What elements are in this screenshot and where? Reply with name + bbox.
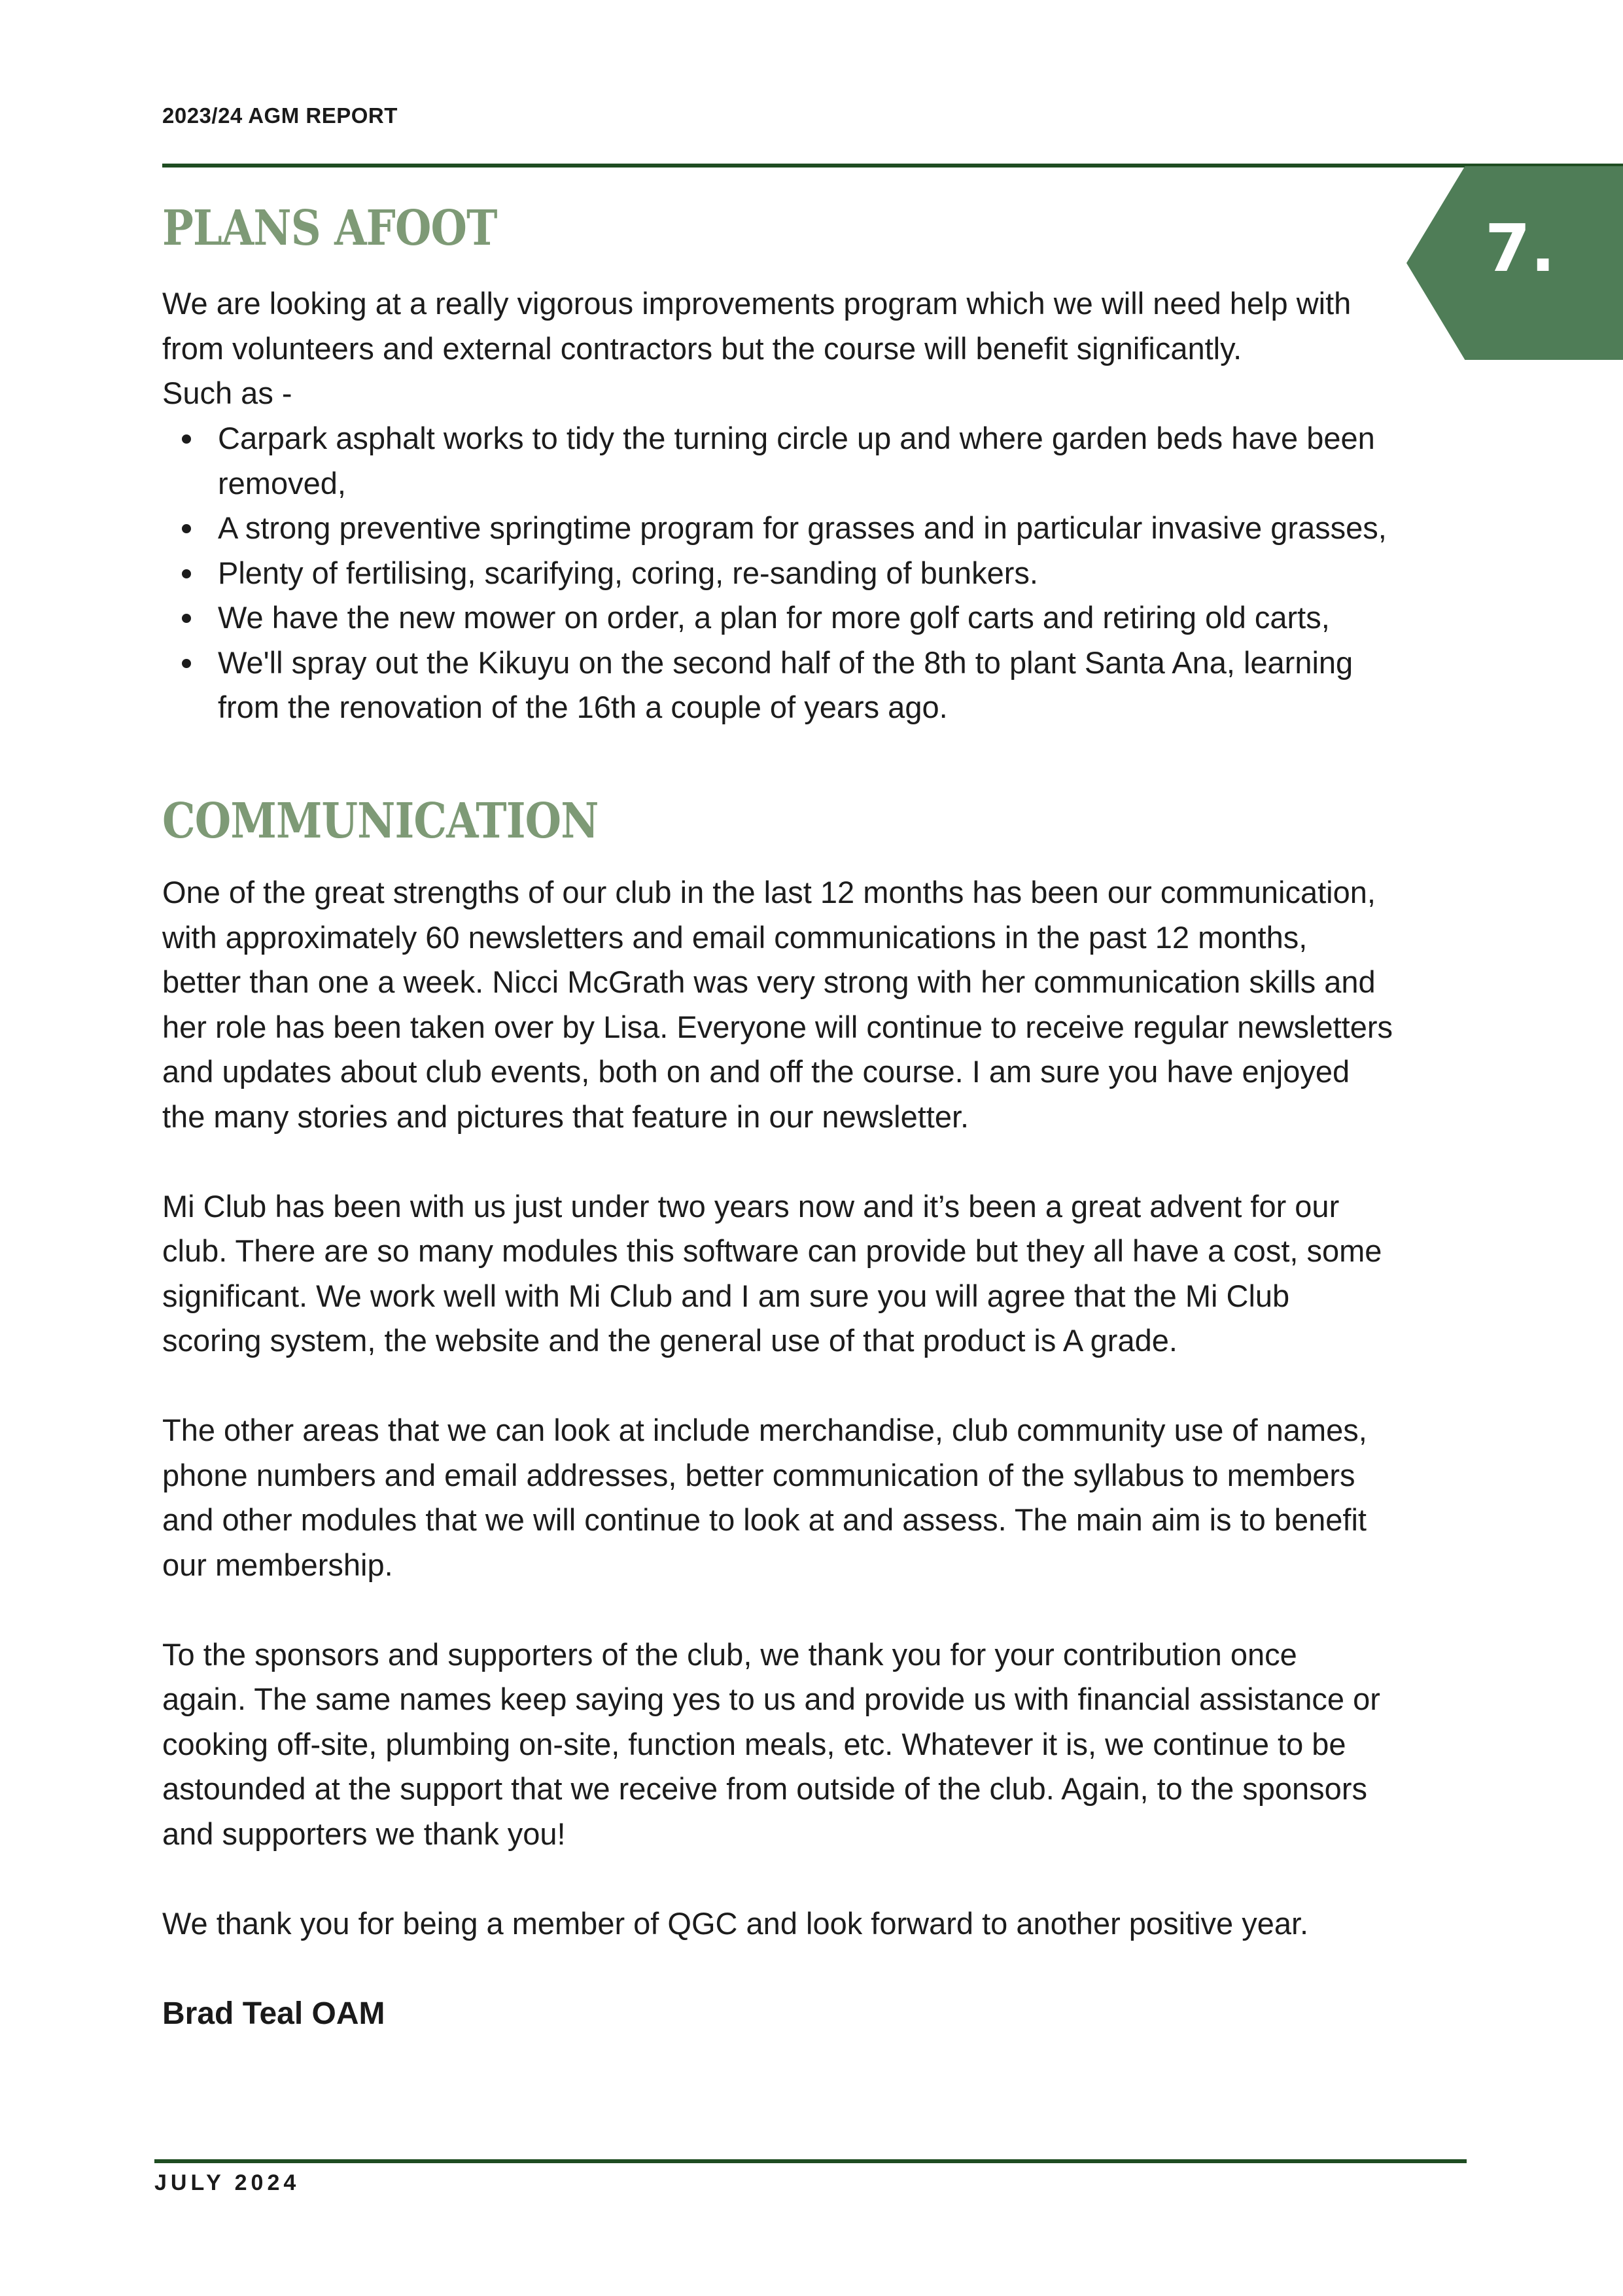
list-item-line: removed,: [218, 465, 346, 501]
plans-list-item: [162, 416, 1477, 506]
paragraph-line: astounded at the support that we receive from outside of the club. Again, to the sponsors: [162, 1771, 1367, 1806]
footer-date-label: JULY 2024: [154, 2170, 300, 2195]
paragraph-line: and other modules that we will continue to look at and assess. The main aim is to benefit: [162, 1502, 1367, 1537]
paragraph-line: our membership.: [162, 1547, 393, 1582]
plans-list-item: [162, 506, 1477, 551]
plans-intro-line: from volunteers and external contractors but the course will benefit significantly.: [162, 330, 1242, 366]
signature: Brad Teal OAM: [162, 1996, 385, 2031]
list-item-line: A strong preventive springtime program for grasses and in particular invasive grasses,: [218, 510, 1387, 545]
list-item-line: Plenty of fertilising, scarifying, coring, re-sanding of bunkers.: [218, 555, 1038, 590]
paragraph-line: with approximately 60 newsletters and email communications in the past 12 months,: [162, 919, 1308, 955]
communication-body: [162, 870, 1484, 1991]
communication-paragraph: [162, 870, 1484, 1139]
bullet-icon: [182, 659, 191, 668]
paragraph-line: scoring system, the website and the general use of that product is A grade.: [162, 1323, 1178, 1358]
paragraph-line: Mi Club has been with us just under two years now and it’s been a great advent for our: [162, 1188, 1340, 1224]
paragraph-line: phone numbers and email addresses, better communication of the syllabus to members: [162, 1457, 1355, 1492]
paragraph-line: and updates about club events, both on and off the course. I am sure you have enjoyed: [162, 1054, 1350, 1089]
plans-bullet-list: [162, 416, 1477, 730]
paragraph-line: significant. We work well with Mi Club and I am sure you will agree that the Mi Club: [162, 1278, 1290, 1313]
list-item-line: We'll spray out the Kikuyu on the second half of the 8th to plant Santa Ana, learning: [218, 645, 1353, 680]
paragraph-line: club. There are so many modules this software can provide but they all have a cost, some: [162, 1233, 1382, 1268]
communication-paragraph: [162, 1901, 1484, 1947]
plans-list-item: [162, 551, 1477, 596]
paragraph-line: and supporters we thank you!: [162, 1816, 566, 1851]
paragraph-line: One of the great strengths of our club in the last 12 months has been our communication,: [162, 875, 1376, 910]
list-item-line: Carpark asphalt works to tidy the turning circle up and where garden beds have been: [218, 421, 1375, 455]
communication-heading: COMMUNICATION: [162, 793, 599, 849]
communication-paragraph: [162, 1633, 1484, 1857]
paragraph-line: better than one a week. Nicci McGrath was very strong with her communication skills and: [162, 964, 1376, 999]
paragraph-line: again. The same names keep saying yes to us and provide us with financial assistance or: [162, 1682, 1380, 1716]
paragraph-line: To the sponsors and supporters of the club, we thank you for your contribution once: [162, 1636, 1297, 1672]
page-number: 7.: [1485, 210, 1556, 287]
footer-divider: [154, 2159, 1467, 2163]
paragraph-line: The other areas that we can look at include merchandise, club community use of names,: [162, 1413, 1367, 1447]
paragraph-line: the many stories and pictures that feature in our newsletter.: [162, 1099, 969, 1134]
communication-paragraph: [162, 1408, 1484, 1587]
communication-paragraph: [162, 1184, 1484, 1364]
header-divider: [162, 164, 1623, 168]
plans-afoot-heading: PLANS AFOOT: [162, 200, 497, 256]
plans-intro-line: We are looking at a really vigorous improvements program which we will need help with: [162, 286, 1352, 321]
paragraph-line: her role has been taken over by Lisa. Everyone will continue to receive regular newsletters: [162, 1009, 1393, 1044]
paragraph-line: We thank you for being a member of QGC and look forward to another positive year.: [162, 1905, 1309, 1941]
bullet-icon: [182, 614, 191, 623]
list-item-line: We have the new mower on order, a plan for more golf carts and retiring old carts,: [218, 600, 1330, 635]
paragraph-line: cooking off-site, plumbing on-site, function meals, etc. Whatever it is, we continue to be: [162, 1726, 1346, 1761]
plans-list-item: [162, 641, 1477, 730]
plans-intro: [162, 281, 1477, 416]
list-item-line: from the renovation of the 16th a couple of years ago.: [218, 690, 948, 724]
plans-intro-line: Such as -: [162, 376, 292, 410]
plans-list-item: [162, 595, 1477, 641]
report-header-label: 2023/24 AGM REPORT: [162, 103, 398, 128]
bullet-icon: [182, 434, 191, 444]
bullet-icon: [182, 569, 191, 578]
bullet-icon: [182, 524, 191, 533]
